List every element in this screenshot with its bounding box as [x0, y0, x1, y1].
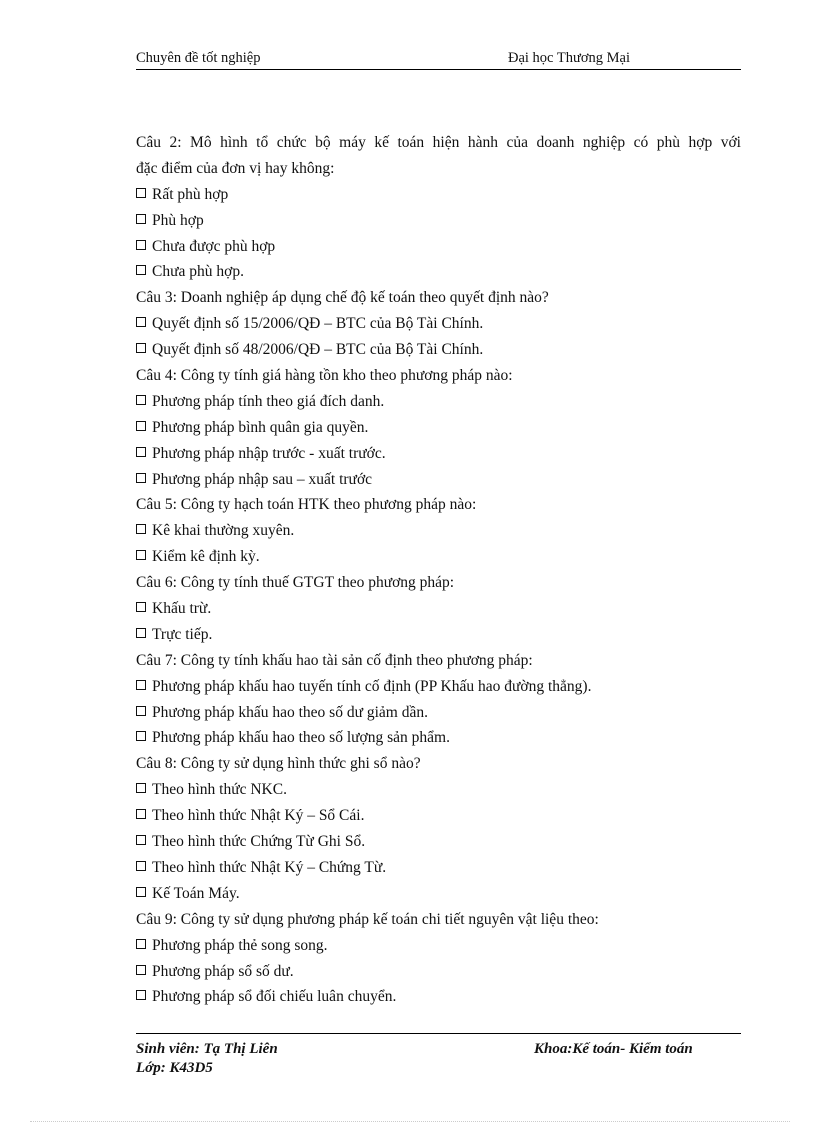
question-text: Câu 8: Công ty sử dụng hình thức ghi sổ nào? [136, 755, 421, 773]
option-text: Phương pháp khấu hao tuyến tính cố định (PP Khấu hao đường thẳng). [152, 677, 592, 695]
option-text: Phương pháp sổ đối chiếu luân chuyển. [152, 988, 397, 1006]
question-line [136, 751, 741, 777]
option-text: Phương pháp khấu hao theo số lượng sản phẩm. [152, 729, 450, 747]
option-line [136, 389, 741, 415]
footer-faculty: Khoa:Kế toán- Kiểm toán [534, 1041, 693, 1057]
option-line [136, 182, 741, 208]
question-text: Câu 4: Công ty tính giá hàng tồn kho theo phương pháp nào: [136, 367, 513, 385]
option-line [136, 777, 741, 803]
checkbox-square-icon [136, 731, 146, 741]
option-text: Phương pháp tính theo giá đích danh. [152, 392, 385, 410]
option-text: Kê khai thường xuyên. [152, 522, 295, 540]
checkbox-square-icon [136, 188, 146, 198]
checkbox-square-icon [136, 861, 146, 871]
option-text: Quyết định số 15/2006/QĐ – BTC của Bộ Tài Chính. [152, 315, 484, 333]
option-text: Phương pháp khấu hao theo số dư giảm dần. [152, 703, 428, 721]
option-text: Chưa phù hợp. [152, 263, 244, 281]
checkbox-square-icon [136, 809, 146, 819]
checkbox-square-icon [136, 835, 146, 845]
question-text: đặc điểm của đơn vị hay không: [136, 159, 335, 177]
page-header [136, 50, 741, 70]
checkbox-square-icon [136, 628, 146, 638]
question-line [136, 648, 741, 674]
checkbox-square-icon [136, 783, 146, 793]
option-line [136, 415, 741, 441]
option-line [136, 259, 741, 285]
option-line [136, 596, 741, 622]
option-text: Khấu trừ. [152, 600, 212, 618]
option-line [136, 518, 741, 544]
checkbox-square-icon [136, 990, 146, 1000]
option-line [136, 959, 741, 985]
checkbox-square-icon [136, 939, 146, 949]
checkbox-square-icon [136, 965, 146, 975]
footer-student: Sinh viên: Tạ Thị Liên [136, 1041, 278, 1057]
option-text: Phù hợp [152, 211, 204, 229]
checkbox-square-icon [136, 602, 146, 612]
option-line [136, 829, 741, 855]
checkbox-square-icon [136, 395, 146, 405]
header-title: Chuyên đề tốt nghiệp [136, 50, 261, 66]
question-line [136, 285, 741, 311]
checkbox-square-icon [136, 550, 146, 560]
checkbox-square-icon [136, 887, 146, 897]
question-text: Câu 3: Doanh nghiệp áp dụng chế độ kế toán theo quyết định nào? [136, 289, 549, 307]
question-text: Câu 5: Công ty hạch toán HTK theo phương pháp nào: [136, 496, 477, 514]
option-text: Phương pháp bình quân gia quyền. [152, 418, 369, 436]
checkbox-square-icon [136, 680, 146, 690]
checkbox-square-icon [136, 524, 146, 534]
question-text: Câu 6: Công ty tính thuế GTGT theo phương pháp: [136, 574, 455, 592]
checkbox-square-icon [136, 265, 146, 275]
option-text: Kiểm kê định kỳ. [152, 548, 260, 566]
question-line [136, 156, 741, 182]
option-line [136, 234, 741, 260]
option-line [136, 700, 741, 726]
option-line [136, 208, 741, 234]
option-text: Phương pháp thẻ song song. [152, 936, 328, 954]
option-text: Theo hình thức Nhật Ký – Sổ Cái. [152, 807, 365, 825]
option-line [136, 337, 741, 363]
option-text: Theo hình thức NKC. [152, 781, 287, 799]
checkbox-square-icon [136, 317, 146, 327]
question-text: Câu 9: Công ty sử dụng phương pháp kế toán chi tiết nguyên vật liệu theo: [136, 910, 599, 928]
option-line [136, 984, 741, 1010]
footer-class: Lớp: K43D5 [136, 1060, 213, 1076]
option-text: Phương pháp sổ số dư. [152, 962, 294, 980]
survey-body [136, 130, 741, 1010]
option-text: Phương pháp nhập trước - xuất trước. [152, 444, 386, 462]
footer-student-info [136, 1040, 278, 1078]
checkbox-square-icon [136, 214, 146, 224]
checkbox-square-icon [136, 343, 146, 353]
option-line [136, 933, 741, 959]
option-line [136, 311, 741, 337]
option-line [136, 467, 741, 493]
checkbox-square-icon [136, 447, 146, 457]
checkbox-square-icon [136, 240, 146, 250]
option-text: Theo hình thức Chứng Từ Ghi Sổ. [152, 833, 366, 851]
question-line [136, 907, 741, 933]
checkbox-square-icon [136, 706, 146, 716]
option-line [136, 855, 741, 881]
option-text: Trực tiếp. [152, 625, 213, 643]
option-text: Theo hình thức Nhật Ký – Chứng Từ. [152, 858, 387, 876]
option-line [136, 881, 741, 907]
option-line [136, 544, 741, 570]
option-text: Quyết định số 48/2006/QĐ – BTC của Bộ Tài Chính. [152, 341, 484, 359]
footer-divider [136, 1033, 741, 1034]
question-line [136, 363, 741, 389]
option-line [136, 725, 741, 751]
option-line [136, 803, 741, 829]
header-university: Đại học Thương Mại [508, 50, 630, 66]
option-text: Chưa được phù hợp [152, 237, 276, 255]
option-text: Rất phù hợp [152, 185, 229, 203]
question-text: Câu 7: Công ty tính khấu hao tài sản cố định theo phương pháp: [136, 651, 533, 669]
question-line [136, 130, 741, 156]
question-line [136, 570, 741, 596]
checkbox-square-icon [136, 421, 146, 431]
page-bottom-edge [30, 1121, 790, 1122]
question-text: Câu 2: Mô hình tổ chức bộ máy kế toán hiện hành của doanh nghiệp có phù hợp với [136, 134, 741, 151]
question-line [136, 492, 741, 518]
option-text: Kế Toán Máy. [152, 884, 240, 902]
option-line [136, 674, 741, 700]
checkbox-square-icon [136, 473, 146, 483]
option-line [136, 622, 741, 648]
option-text: Phương pháp nhập sau – xuất trước [152, 470, 373, 488]
option-line [136, 441, 741, 467]
